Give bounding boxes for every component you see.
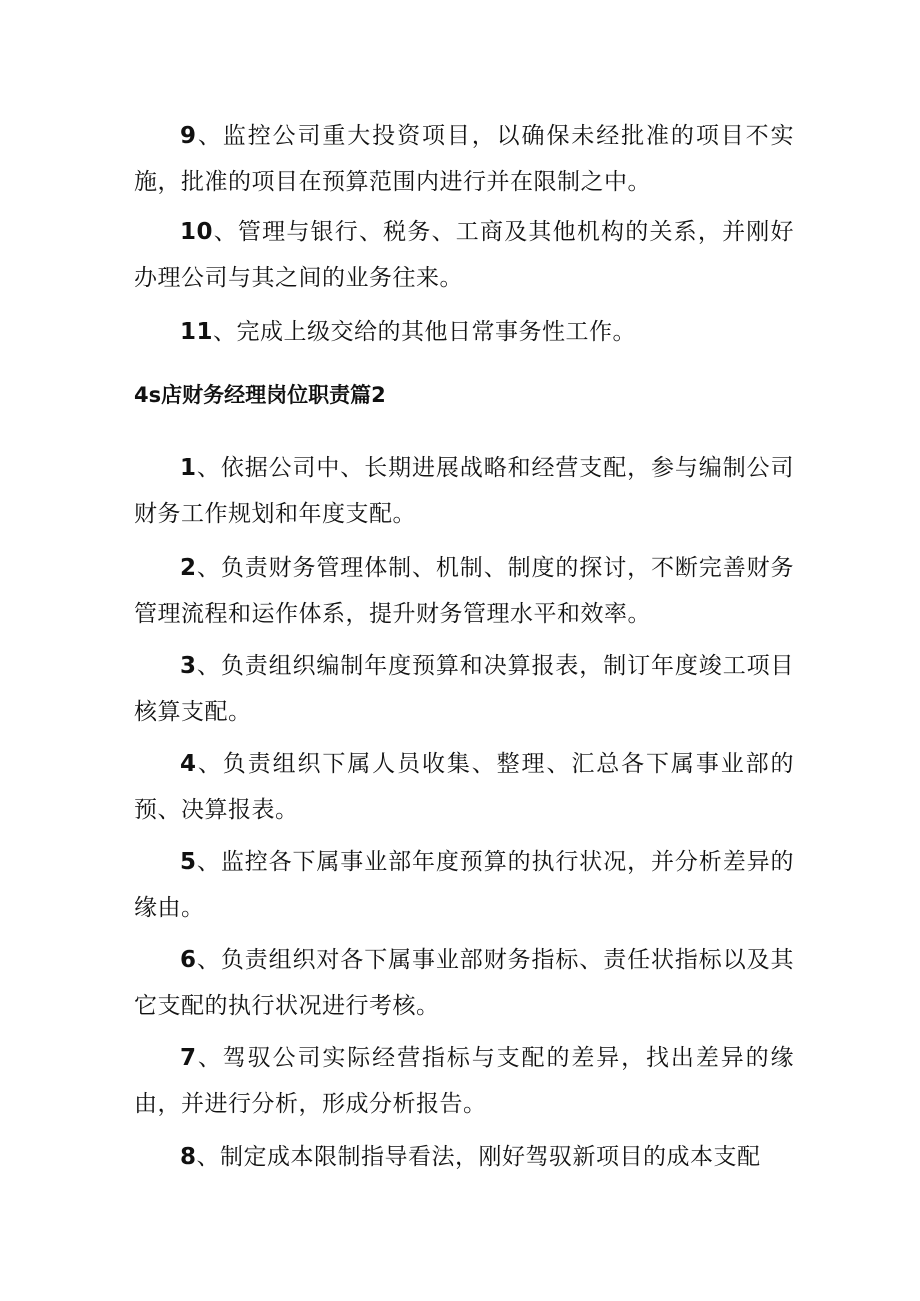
item-number: 1 [180, 455, 197, 481]
item-number: 9 [180, 123, 197, 149]
item-text: 、负责组织下属人员收集、整理、汇总各下属事业部的预、决算报表。 [134, 751, 794, 823]
item-number: 11 [180, 319, 214, 345]
paragraph-item-10 [134, 209, 794, 301]
item-number: 8 [180, 1144, 197, 1170]
item-number: 5 [180, 849, 197, 875]
item-text: 、监控各下属事业部年度预算的执行状况，并分析差异的缘由。 [134, 849, 794, 921]
item-text: 、制定成本限制指导看法，刚好驾驭新项目的成本支配 [196, 1144, 761, 1170]
item-text: 、驾驭公司实际经营指标与支配的差异，找出差异的缘由，并进行分析，形成分析报告。 [134, 1045, 794, 1117]
item-text: 、负责组织编制年度预算和决算报表，制订年度竣工项目核算支配。 [134, 653, 794, 725]
item-text: 、管理与银行、税务、工商及其他机构的关系，并刚好办理公司与其之间的业务往来。 [134, 219, 794, 291]
paragraph-item-4 [134, 741, 794, 833]
heading-suffix: 2 [371, 383, 386, 407]
paragraph-item-9 [134, 113, 794, 205]
paragraph-item-5 [134, 839, 794, 931]
item-number: 3 [180, 653, 197, 679]
paragraph-item-6 [134, 937, 794, 1029]
item-text: 、完成上级交给的其他日常事务性工作。 [213, 319, 637, 345]
item-text: 、监控公司重大投资项目，以确保未经批准的项目不实施，批准的项目在预算范围内进行并在限制之中。 [134, 123, 794, 195]
section-heading [134, 380, 794, 410]
paragraph-item-11 [134, 309, 794, 355]
heading-text: 店财务经理岗位职责篇 [161, 382, 372, 407]
paragraph-item-8 [134, 1134, 794, 1180]
paragraph-item-3 [134, 643, 794, 735]
item-number: 4 [180, 751, 197, 777]
item-text: 、负责财务管理体制、机制、制度的探讨，不断完善财务管理流程和运作体系，提升财务管理水平和效率。 [134, 555, 794, 627]
item-number: 6 [180, 947, 197, 973]
paragraph-item-2 [134, 545, 794, 637]
item-text: 、依据公司中、长期进展战略和经营支配，参与编制公司财务工作规划和年度支配。 [134, 455, 794, 527]
item-text: 、负责组织对各下属事业部财务指标、责任状指标以及其它支配的执行状况进行考核。 [134, 947, 794, 1019]
heading-prefix: 4s [134, 383, 162, 407]
item-number: 10 [180, 219, 214, 245]
item-number: 2 [180, 555, 197, 581]
item-number: 7 [180, 1045, 197, 1071]
paragraph-item-7 [134, 1035, 794, 1127]
paragraph-item-1 [134, 445, 794, 537]
